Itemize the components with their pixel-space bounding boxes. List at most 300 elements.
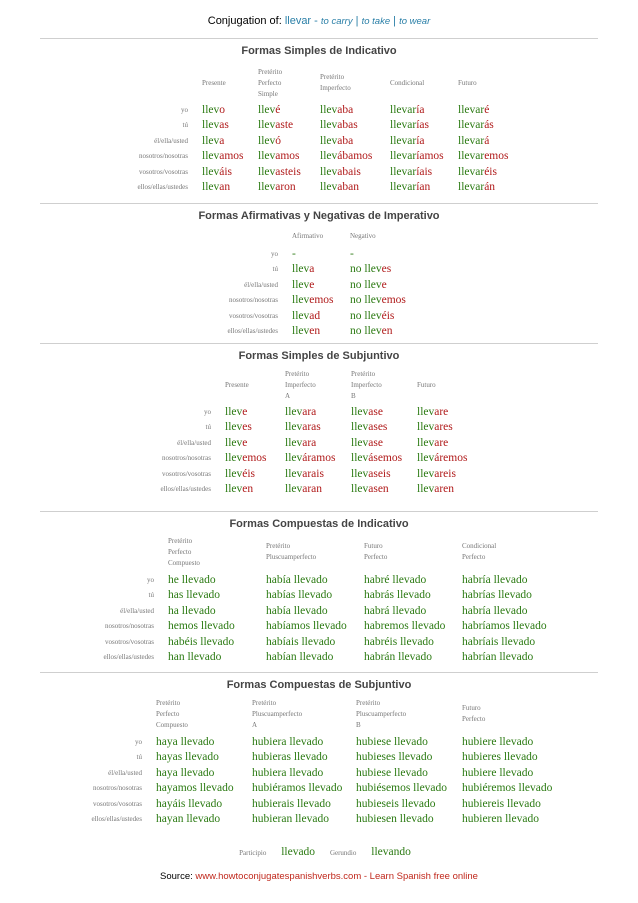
pronoun-label: él/ella/usted <box>177 438 211 447</box>
verb-ending: ábamos <box>337 150 373 163</box>
participio-value: llevado <box>281 846 316 858</box>
verb-stem: hubieran llevado <box>252 813 329 826</box>
verb-stem: haya llevado <box>156 735 215 748</box>
verb-stem: hayáis llevado <box>156 797 223 810</box>
tense-header-line: Afirmativo <box>292 231 324 240</box>
verb-ending: áramos <box>302 452 336 465</box>
verb-form <box>462 634 552 650</box>
tense-header <box>292 226 350 246</box>
verb-ending: amos <box>219 150 244 163</box>
verb-form <box>462 572 552 588</box>
verb-form <box>225 482 285 498</box>
verb-ending: aron <box>275 181 296 194</box>
verb-stem: llev <box>320 150 338 163</box>
verb-form <box>458 180 518 196</box>
tense-header <box>364 532 462 572</box>
verb-stem: habrías llevado <box>462 589 532 602</box>
tense-header-line: Imperfecto <box>320 84 351 92</box>
verb-stem: llevar <box>458 165 485 178</box>
verb-form <box>462 619 552 635</box>
verb-ending: éis <box>484 165 497 178</box>
gerundio-label: Gerundio <box>329 849 357 857</box>
verb-stem: habréis llevado <box>364 635 434 648</box>
table-header-row <box>60 694 554 734</box>
verb-stem: hubieseis llevado <box>356 797 436 810</box>
verb-form <box>266 619 364 635</box>
tense-header-line: A <box>285 391 291 400</box>
table-row <box>78 603 552 619</box>
verb-form <box>168 588 266 604</box>
verb-form <box>202 118 258 134</box>
verb-ending: ás <box>484 119 494 132</box>
tense-header-line: Perfecto <box>168 547 192 556</box>
pronoun-label: vosotros/vosotras <box>162 469 211 478</box>
verb-stem: habrían llevado <box>462 651 534 664</box>
translation-1: to carry <box>320 16 353 27</box>
verb-ending: a <box>219 134 225 147</box>
verb-form <box>258 149 320 165</box>
section-divider <box>40 672 598 673</box>
verb-stem: habrá llevado <box>364 604 427 617</box>
source-link[interactable]: www.howtoconjugatespanishverbs.com - Learn Spanish free online <box>195 871 478 882</box>
pronoun-label: él/ella/usted <box>244 280 278 289</box>
verb-stem: no llev <box>350 278 382 291</box>
verb-stem: llev <box>225 436 243 449</box>
verb-ending: es <box>381 263 392 276</box>
conjugation-table <box>200 226 410 339</box>
verb-stem: hubiéremos llevado <box>462 782 553 795</box>
table-row <box>135 466 477 482</box>
translation-3: to wear <box>399 16 431 27</box>
verb-form <box>252 781 356 797</box>
verb-stem: llevar <box>390 165 417 178</box>
verb-form <box>258 133 320 149</box>
verb-form <box>156 734 252 750</box>
pronoun-label: ellos/ellas/ustedes <box>103 653 154 662</box>
verb-stem: habría llevado <box>462 573 528 586</box>
verb-form <box>462 734 554 750</box>
verb-ending: ía <box>416 134 425 147</box>
verb-stem: hubieren llevado <box>462 813 539 826</box>
verb-ending: ía <box>416 103 425 116</box>
table-row <box>60 750 554 766</box>
verb-stem: llev <box>417 405 435 418</box>
section-divider <box>40 511 598 512</box>
pronoun-label: él/ella/usted <box>108 768 142 777</box>
verb-ending: aseis <box>368 467 391 480</box>
tense-header-line: Perfecto <box>258 78 282 87</box>
verb-ending: aban <box>337 181 359 194</box>
tense-header-line: Futuro <box>458 78 477 87</box>
tense-header-line: Condicional <box>390 78 425 87</box>
verb-stem: llev <box>285 436 303 449</box>
verb-ending: á <box>484 134 490 147</box>
tense-header <box>350 226 410 246</box>
verb-ending: ó <box>275 134 281 147</box>
verb-stem: llev <box>285 452 303 465</box>
verb-form <box>390 118 458 134</box>
verb-stem: llev <box>225 467 243 480</box>
verb-ending: éis <box>381 309 395 322</box>
verb-form <box>225 435 285 451</box>
tense-header-line: Futuro <box>417 380 436 389</box>
verb-form <box>266 572 364 588</box>
table-row <box>78 588 552 604</box>
verb-ending: aran <box>302 483 323 496</box>
verb-stem: habrán llevado <box>364 651 433 664</box>
verb-form <box>258 118 320 134</box>
verb-stem: llev <box>285 483 303 496</box>
table-row <box>200 262 410 278</box>
section-title: Formas Compuestas de Subjuntivo <box>226 679 412 691</box>
verb-stem: hayamos llevado <box>156 782 234 795</box>
verb-ending: areis <box>434 467 456 480</box>
verb-stem: habremos llevado <box>364 620 446 633</box>
verb-form <box>350 324 410 340</box>
verb-form <box>320 102 390 118</box>
tense-header-line: Pretérito <box>285 369 310 378</box>
verb-form <box>292 262 350 278</box>
verb-stem: llevar <box>390 119 417 132</box>
participle-gerund-row <box>0 846 638 858</box>
verb-ending: ad <box>309 309 321 322</box>
verb-form <box>168 650 266 666</box>
verb-stem: hubierais llevado <box>252 797 331 810</box>
verb-form <box>292 246 350 262</box>
verb-form <box>417 404 477 420</box>
table-row <box>60 781 554 797</box>
table-row <box>78 619 552 635</box>
tense-header-line: Compuesto <box>156 720 188 729</box>
verb-form <box>458 102 518 118</box>
tense-header-line: Perfecto <box>364 553 388 561</box>
verb-stem: llev <box>258 134 276 147</box>
verb-stem: habéis llevado <box>168 635 235 648</box>
section-title: Formas Afirmativas y Negativas de Imperativo <box>198 210 440 222</box>
verb-stem: - <box>350 247 354 260</box>
verb-form <box>266 650 364 666</box>
pronoun-label: tú <box>136 753 142 762</box>
pronoun-label: nosotros/nosotras <box>229 296 278 305</box>
verb-stem: llevar <box>390 150 417 163</box>
verb-stem: llevar <box>390 103 417 116</box>
verb-form <box>351 451 417 467</box>
verb-form <box>156 796 252 812</box>
tense-header-line: Pluscuamperfecto <box>356 709 407 718</box>
tense-header-line: Pretérito <box>168 536 193 545</box>
verb-ending: áremos <box>434 452 468 465</box>
verb-form <box>417 420 477 436</box>
tense-header-line: Pretérito <box>356 698 381 707</box>
verb-ending: ares <box>434 421 453 434</box>
tense-header-line: Perfecto <box>462 715 486 723</box>
verb-stem: llevar <box>458 150 485 163</box>
verb-form <box>458 118 518 134</box>
pronoun-label: nosotros/nosotras <box>93 784 142 793</box>
verb-ending: án <box>484 181 496 194</box>
verb-form <box>252 734 356 750</box>
verb-stem: llev <box>285 421 303 434</box>
verb-form <box>417 435 477 451</box>
verb-form <box>356 812 462 828</box>
verb-ending: ases <box>368 421 388 434</box>
verb-ending: áis <box>219 165 233 178</box>
verb-stem: llev <box>417 467 435 480</box>
verb-form <box>364 603 462 619</box>
tense-header <box>320 64 390 102</box>
verb-stem: llev <box>202 103 220 116</box>
verb-ending: amos <box>275 150 300 163</box>
verb-stem: llev <box>258 181 276 194</box>
verb-ending: íamos <box>416 150 444 163</box>
verb-form <box>292 308 350 324</box>
pronoun-label: vosotros/vosotras <box>139 167 188 176</box>
verb-form <box>458 149 518 165</box>
participio-label: Participio <box>239 849 267 857</box>
verb-form <box>225 404 285 420</box>
pronoun-label: nosotros/nosotras <box>139 152 188 161</box>
tense-header-line: Pretérito <box>252 698 277 707</box>
verb-stem: llev <box>292 263 310 276</box>
pronoun-label: yo <box>135 737 142 746</box>
tense-header <box>252 694 356 734</box>
verb-stem: hubiereis llevado <box>462 797 541 810</box>
verb-form <box>266 603 364 619</box>
verb-form <box>225 451 285 467</box>
verb-form <box>285 420 351 436</box>
pronoun-header <box>78 532 168 572</box>
verb-stem: llev <box>351 467 369 480</box>
verb-form <box>351 466 417 482</box>
verb-stem: habrás llevado <box>364 589 431 602</box>
verb-ending: abas <box>337 119 358 132</box>
verb-form <box>462 650 552 666</box>
page-title: Conjugation of: llevar - to carry | to take | to wear <box>207 15 431 27</box>
verb-stem: llev <box>320 165 338 178</box>
verb-form <box>458 133 518 149</box>
verb-form <box>320 118 390 134</box>
verb-stem: habían llevado <box>266 651 334 664</box>
verb-form <box>252 812 356 828</box>
verb-form <box>202 133 258 149</box>
verb-stem: hubiéramos llevado <box>252 782 343 795</box>
table-row <box>60 765 554 781</box>
tense-header <box>462 532 552 572</box>
verb-stem: llevar <box>458 181 485 194</box>
table-row <box>135 420 477 436</box>
tense-header-line: Condicional <box>462 542 497 550</box>
verb-form <box>168 572 266 588</box>
verb-ending: a <box>309 263 315 276</box>
verb-stem: hubieras llevado <box>252 751 328 764</box>
tense-header <box>351 366 417 404</box>
verb-stem: llev <box>292 325 310 338</box>
verb-ending: ase <box>368 405 383 418</box>
pronoun-label: vosotros/vosotras <box>105 637 154 646</box>
pronoun-label: ellos/ellas/ustedes <box>160 485 211 494</box>
verb-stem: hubiere llevado <box>462 766 534 779</box>
verb-ending: aras <box>302 421 321 434</box>
verb-form <box>462 812 554 828</box>
verb-ending: emos <box>381 294 406 307</box>
verb-form <box>356 765 462 781</box>
verb-stem: había llevado <box>266 573 328 586</box>
tense-header <box>285 366 351 404</box>
verb-stem: hubiese llevado <box>356 735 428 748</box>
verb-form <box>351 482 417 498</box>
verb-ending: ásemos <box>368 452 403 465</box>
verb-form <box>252 750 356 766</box>
section-title: Formas Compuestas de Indicativo <box>229 518 409 530</box>
table-row <box>60 812 554 828</box>
verb-form <box>390 180 458 196</box>
verb-form <box>364 588 462 604</box>
verb-stem: hayan llevado <box>156 813 221 826</box>
table-row <box>78 650 552 666</box>
verb-form <box>225 420 285 436</box>
verb-form <box>202 180 258 196</box>
tense-header-line: Pluscuamperfecto <box>266 553 317 561</box>
verb-form <box>168 603 266 619</box>
verb-ending: as <box>219 119 229 132</box>
verb-form <box>292 293 350 309</box>
table-header-row <box>110 64 518 102</box>
table-row <box>200 246 410 262</box>
table-row <box>110 118 518 134</box>
verb-form <box>266 588 364 604</box>
verb-ending: aren <box>434 483 455 496</box>
verb-ending: en <box>242 483 254 496</box>
verb-stem: llev <box>320 181 338 194</box>
verb-form <box>285 466 351 482</box>
verb-stem: llev <box>225 452 243 465</box>
verb-stem: llev <box>202 150 220 163</box>
verb-stem: no llev <box>350 294 382 307</box>
tense-header-line: Presente <box>202 78 226 87</box>
verb-form <box>356 734 462 750</box>
verb-stem: llev <box>202 181 220 194</box>
verb-ending: é <box>484 103 490 116</box>
pronoun-header <box>60 694 156 734</box>
table-header-row <box>135 366 477 404</box>
verb-ending: é <box>275 103 281 116</box>
verb-ending: ase <box>368 436 383 449</box>
verb-form <box>351 404 417 420</box>
tense-header-line: Imperfecto <box>285 380 316 389</box>
tense-header <box>225 366 285 404</box>
verb-stem: llev <box>351 421 369 434</box>
verb-form <box>156 812 252 828</box>
verb-form <box>285 451 351 467</box>
verb-stem: han llevado <box>168 651 222 664</box>
conjugation-table <box>110 64 518 195</box>
tense-header-line: B <box>351 391 356 400</box>
tense-header-line: Imperfecto <box>351 380 382 389</box>
verb-stem: hubiese llevado <box>356 766 428 779</box>
verb-stem: llev <box>202 119 220 132</box>
verb-ending: éis <box>242 467 256 480</box>
verb-stem: llev <box>320 103 338 116</box>
verb-stem: llev <box>202 134 220 147</box>
verb-form <box>202 149 258 165</box>
verb-form <box>462 781 554 797</box>
verb-form <box>252 765 356 781</box>
verb-form <box>356 750 462 766</box>
pronoun-label: él/ella/usted <box>120 606 154 615</box>
verb-ending: emos <box>484 150 509 163</box>
tense-header <box>258 64 320 102</box>
verb-stem: llev <box>417 483 435 496</box>
pronoun-label: vosotros/vosotras <box>93 799 142 808</box>
tense-header-line: Futuro <box>462 704 481 712</box>
verb-form <box>462 750 554 766</box>
tense-header <box>202 64 258 102</box>
tense-header-line: Perfecto <box>156 709 180 718</box>
pronoun-label: yo <box>204 407 211 416</box>
table-row <box>110 133 518 149</box>
verb-stem: llev <box>258 103 276 116</box>
verb-form <box>390 133 458 149</box>
verb-ending: o <box>219 103 225 116</box>
verb-stem: hubiésemos llevado <box>356 782 448 795</box>
verb-stem: llevar <box>458 103 485 116</box>
verb-stem: llev <box>351 405 369 418</box>
table-row <box>110 180 518 196</box>
pronoun-label: vosotros/vosotras <box>229 311 278 320</box>
tense-header-line: Presente <box>225 380 249 389</box>
verb-stem: has llevado <box>168 589 221 602</box>
verb-stem: habías llevado <box>266 589 333 602</box>
verb-stem: hubiera llevado <box>252 766 324 779</box>
source-line: Source: www.howtoconjugatespanishverbs.com - Learn Spanish free online <box>160 871 478 882</box>
verb-form <box>462 765 554 781</box>
verb-form <box>462 603 552 619</box>
pronoun-label: ellos/ellas/ustedes <box>227 327 278 336</box>
verb-ending: e <box>381 278 387 291</box>
verb-stem: hubieres llevado <box>462 751 538 764</box>
verb-form <box>417 466 477 482</box>
verb-stem: había llevado <box>266 604 328 617</box>
verb-stem: habríais llevado <box>462 635 536 648</box>
verb-ending: are <box>434 405 449 418</box>
verb-stem: he llevado <box>168 573 216 586</box>
tense-header-line: Pretérito <box>320 73 345 81</box>
verb-stem: llev <box>202 165 220 178</box>
verb-form <box>364 650 462 666</box>
verb-form <box>258 164 320 180</box>
verb-form <box>458 164 518 180</box>
verb-stem: llevar <box>458 134 485 147</box>
verb-form <box>320 180 390 196</box>
verb-stem: llevar <box>458 119 485 132</box>
table-row <box>200 293 410 309</box>
verb-stem: habíamos llevado <box>266 620 347 633</box>
verb-form <box>156 765 252 781</box>
table-row <box>78 572 552 588</box>
table-row <box>60 796 554 812</box>
table-row <box>135 482 477 498</box>
verb-ending: abais <box>337 165 361 178</box>
verb-infinitive: llevar <box>284 15 312 27</box>
table-row <box>200 324 410 340</box>
pronoun-label: yo <box>181 105 188 114</box>
verb-ending: es <box>242 421 252 434</box>
conjugation-table <box>135 366 477 497</box>
verb-stem: ha llevado <box>168 604 216 617</box>
table-row <box>135 435 477 451</box>
tense-header <box>156 694 252 734</box>
pronoun-header <box>135 366 225 404</box>
